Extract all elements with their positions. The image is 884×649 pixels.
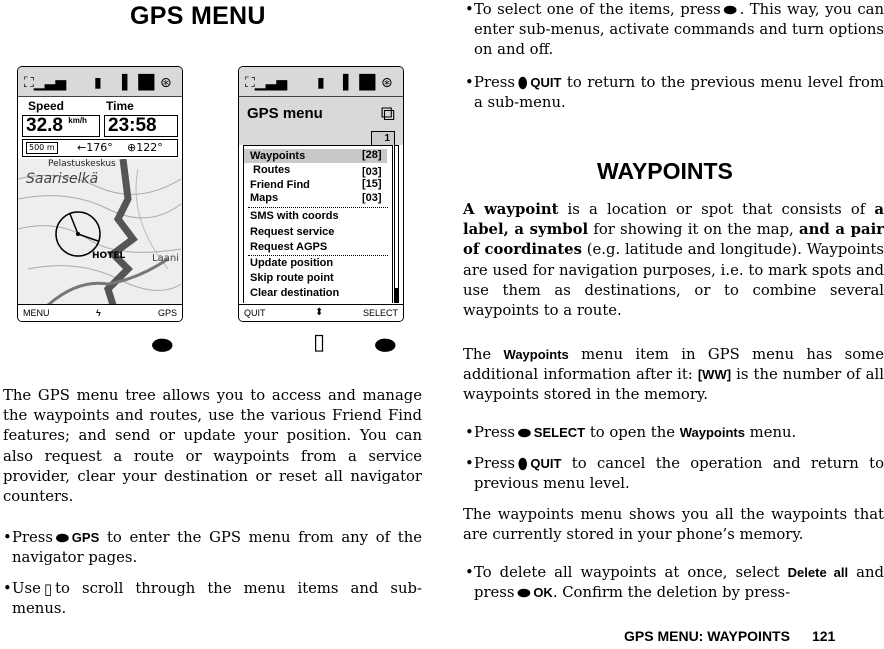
quit-key-icon: ⬮: [517, 455, 528, 473]
menu-item-count: [28]: [362, 149, 382, 161]
arrows-icon: ⬍: [315, 307, 324, 318]
gps-softkey[interactable]: GPS: [157, 308, 177, 318]
select-key-icon: ⬬: [375, 331, 396, 359]
quit-softkey[interactable]: QUIT: [244, 308, 266, 318]
menu-item-update-position[interactable]: Update position: [250, 257, 334, 269]
waypoints-info-paragraph: The Waypoints menu item in GPS menu has some additional information after it: [WW] is the number of all waypoints stored in the memory.: [463, 346, 884, 404]
map-label: Pelastuskeskus: [48, 159, 116, 169]
menu-item-friend-find[interactable]: Friend Find: [250, 179, 310, 191]
scale-indicator: 500 m: [26, 142, 58, 154]
scrollbar[interactable]: [394, 145, 399, 303]
menu-item-clear-destination[interactable]: Clear destination: [250, 287, 340, 299]
map-view: [18, 159, 182, 304]
bullet-item: • Press ⬬ GPS to enter the GPS menu from any of the navigator pages.: [3, 529, 422, 567]
speed-value: 32.8 $^{km/h}$: [22, 115, 100, 137]
menu-item-count: [15]: [362, 178, 382, 190]
menu-item-skip-route-point[interactable]: Skip route point: [250, 272, 334, 284]
signal-icon: ▌▐█: [122, 75, 155, 91]
softkey-bar: [239, 304, 403, 321]
scroll-key-icon: ▯: [43, 580, 53, 598]
antenna-icon: ⛶▁▃▅: [245, 75, 288, 91]
status-bar: [239, 67, 403, 97]
antenna-icon: ⛶▁▃▅: [24, 75, 67, 91]
quit-key-icon: ⬮: [517, 74, 528, 92]
bullet-item: • To delete all waypoints at once, select Delete all and press ⬬ OK. Confirm the deletion by press-: [465, 564, 884, 603]
bullet-item: • Use ▯ to scroll through the menu items and sub-menus.: [3, 580, 422, 618]
intro-paragraph: The GPS menu tree allows you to access and manage the waypoints and routes, use the various Friend Find features; and send or update your position. You can also request a route or waypoints from a service provider, clear your destination or reset all navigator counters.: [3, 387, 422, 506]
select-key-icon: ⬬: [55, 529, 69, 547]
battery-icon: ▮: [317, 75, 325, 91]
menu-item-count: [03]: [362, 192, 382, 204]
page-footer: [624, 628, 835, 644]
key-label: QUIT: [530, 456, 562, 471]
softkey-bar: [18, 304, 182, 321]
select-softkey[interactable]: SELECT: [362, 308, 398, 318]
arrows-icon: ϟ: [96, 308, 101, 318]
map-label: Saariselkä: [26, 171, 99, 187]
select-key-icon: ⬬: [152, 331, 173, 359]
tab-number: 1: [371, 131, 395, 145]
menu-item-sms-with-coords[interactable]: SMS with coords: [250, 210, 339, 222]
key-label: QUIT: [530, 75, 562, 90]
key-label: GPS: [71, 530, 100, 545]
gps-satellite-icon: ⊛: [160, 75, 172, 91]
speed-unit: km/h: [68, 116, 87, 125]
key-label: OK: [533, 585, 553, 601]
page-number: 121: [811, 628, 836, 644]
menu-item-maps[interactable]: Maps: [250, 192, 279, 204]
bullet-item: • Press ⬮ QUIT to cancel the operation and return to previous menu level.: [465, 455, 884, 493]
select-key-icon: ⬬: [723, 1, 737, 19]
time-label: Time: [106, 99, 134, 113]
time-value: 23:58: [104, 115, 178, 137]
gps-menu-icon: ⧉: [380, 101, 395, 125]
select-key-icon: ⬬: [517, 424, 531, 442]
menu-item-count: [03]: [362, 166, 382, 178]
navigator-screen: [17, 66, 183, 322]
map-label: Laani: [152, 253, 179, 264]
bullet-item: • Press ⬬ SELECT to open the Waypoints menu.: [465, 424, 797, 442]
select-key-icon: ⬬: [517, 584, 531, 603]
waypoints-menu-paragraph: The waypoints menu shows you all the waypoints that are currently stored in your phone’s memory.: [463, 506, 884, 544]
battery-icon: ▮: [94, 75, 102, 91]
bearing-2: ⊕122°: [127, 141, 163, 154]
map-label: HOTEL: [92, 251, 126, 261]
menu-separator: [248, 255, 388, 256]
menu-separator: [248, 207, 388, 208]
menu-list: [243, 145, 393, 303]
bullet-item: • To select one of the items, press ⬬ . This way, you can enter sub-menus, activate commands and turn options on and off.: [465, 1, 884, 59]
bearing-1: ←176°: [77, 141, 113, 154]
status-bar: [18, 67, 182, 97]
waypoint-definition: A waypoint is a location or spot that consists of a label, a symbol for showing it on the map, and a pair of coordinates (e.g. latitude and longitude). Waypoints are used for navigation purposes, i.e. to mark spots and use them as destinations, or to combine several waypoints to a route.: [463, 201, 884, 320]
menu-item-request-service[interactable]: Request service: [250, 226, 335, 238]
signal-icon: ▌▐█: [343, 75, 376, 91]
key-label: SELECT: [533, 425, 586, 440]
menu-item-routes[interactable]: Routes: [253, 164, 291, 176]
section-heading: WAYPOINTS: [597, 158, 733, 184]
gps-menu-screen: [238, 66, 404, 322]
speed-label: Speed: [28, 99, 65, 113]
menu-title: GPS menu: [247, 105, 323, 122]
menu-item-waypoints[interactable]: Waypoints: [244, 149, 387, 163]
gps-satellite-icon: ⊛: [381, 75, 393, 91]
menu-softkey[interactable]: MENU: [23, 308, 50, 318]
bearing-row: [22, 139, 178, 157]
menu-item-request-agps[interactable]: Request AGPS: [250, 241, 328, 253]
page-heading: GPS MENU: [130, 2, 266, 30]
scroll-key-icon: ▯: [313, 330, 326, 355]
scrollbar-thumb[interactable]: [395, 288, 398, 302]
bullet-item: • Press ⬮ QUIT to return to the previous menu level from a sub-menu.: [465, 74, 884, 112]
footer-section: GPS MENU: WAYPOINTS: [624, 628, 790, 644]
